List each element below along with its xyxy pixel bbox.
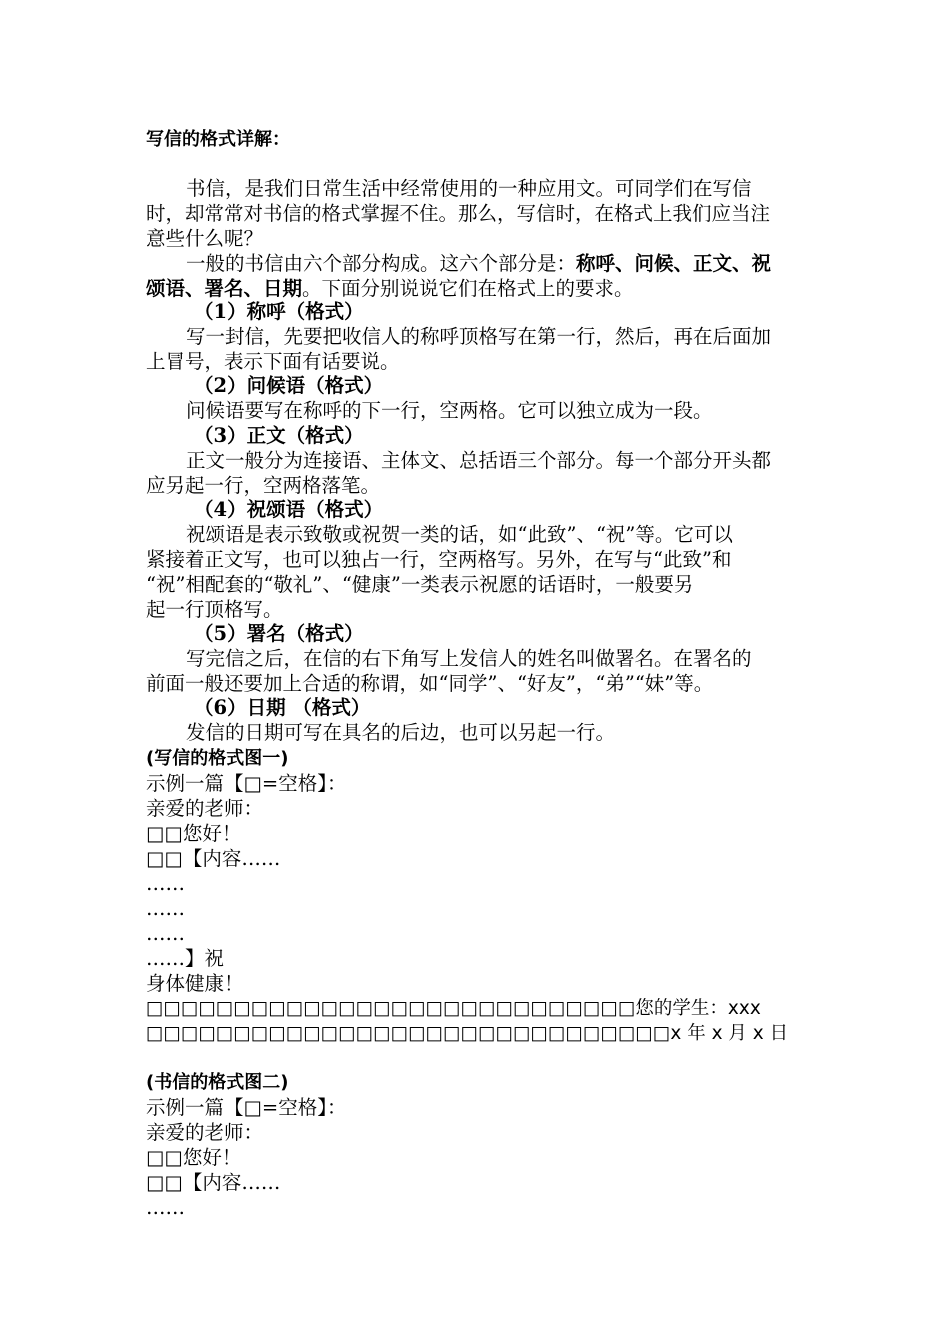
parts-bold-2: 颂语、署名、日期 xyxy=(146,277,303,300)
fig1-signature-line: □□□□□□□□□□□□□□□□□□□□□□□□□□□□您的学生：xxx xyxy=(146,998,761,1019)
section-4-line-3: “祝”相配套的“敬礼”、“健康”一类表示祝愿的话语时，一般要另 xyxy=(146,573,694,596)
fig1-line: 身体健康！ xyxy=(146,972,244,995)
section-4-line-4: 起一行顶格写。 xyxy=(146,598,283,621)
section-4-line-1: 祝颂语是表示致敬或祝贺一类的话，如“此致”、“祝”等。它可以 xyxy=(186,523,733,546)
parts-line-1 xyxy=(186,251,771,277)
fig2-line: 亲爱的老师： xyxy=(146,1121,264,1144)
intro-line-1: 书信，是我们日常生活中经常使用的一种应用文。可同学们在写信 xyxy=(186,177,752,200)
section-3-line-2: 应另起一行，空两格落笔。 xyxy=(146,474,381,497)
parts-bold-1: 称呼、问候、正文、祝 xyxy=(576,252,772,275)
fig1-line: ……】祝 xyxy=(146,947,225,970)
fig1-line: …… xyxy=(146,872,185,895)
fig1-title: (写信的格式图一) xyxy=(146,748,289,769)
fig2-line: …… xyxy=(146,1196,185,1219)
fig1-line: □□【内容…… xyxy=(146,847,281,870)
section-heading-2: （2）问候语（格式） xyxy=(194,374,384,397)
fig2-line: □□【内容…… xyxy=(146,1171,281,1194)
section-heading-5: （5）署名（格式） xyxy=(194,622,364,645)
fig1-line: …… xyxy=(146,897,185,920)
fig1-line: □□您好！ xyxy=(146,822,242,845)
section-heading-1: （1）称呼（格式） xyxy=(194,300,364,323)
section-heading-3: （3）正文（格式） xyxy=(194,424,364,447)
section-3-line-1: 正文一般分为连接语、主体文、总括语三个部分。每一个部分开头都 xyxy=(186,449,772,472)
fig2-line: □□您好！ xyxy=(146,1146,242,1169)
intro-line-2: 时，却常常对书信的格式掌握不住。那么，写信时，在格式上我们应当注 xyxy=(146,202,771,225)
section-5-line-2: 前面一般还要加上合适的称谓，如“同学”、“好友”，“弟”“妹”等。 xyxy=(146,672,714,695)
fig2-line: 示例一篇【□=空格】： xyxy=(146,1096,347,1119)
fig2-title: (书信的格式图二) xyxy=(146,1072,289,1093)
section-heading-4: （4）祝颂语（格式） xyxy=(194,498,384,521)
parts-pre: 一般的书信由六个部分构成。这六个部分是： xyxy=(186,252,577,275)
parts-post: 。下面分别说说它们在格式上的要求。 xyxy=(302,277,634,300)
section-1-line-2: 上冒号，表示下面有话要说。 xyxy=(146,350,400,373)
section-2-line-1: 问候语要写在称呼的下一行，空两格。它可以独立成为一段。 xyxy=(186,399,713,422)
fig1-line: 亲爱的老师： xyxy=(146,797,264,820)
intro-line-3: 意些什么呢？ xyxy=(146,227,264,250)
section-heading-6: （6）日期 （格式） xyxy=(194,696,371,719)
doc-title: 写信的格式详解： xyxy=(146,129,290,150)
fig1-line: 示例一篇【□=空格】： xyxy=(146,772,347,795)
section-1-line-1: 写一封信，先要把收信人的称呼顶格写在第一行，然后，再在后面加 xyxy=(186,325,772,348)
fig1-line: …… xyxy=(146,922,185,945)
fig1-date-line: □□□□□□□□□□□□□□□□□□□□□□□□□□□□□□x 年 x 月 x 日 xyxy=(146,1023,789,1044)
section-4-line-2: 紧接着正文写，也可以独占一行，空两格写。另外，在写与“此致”和 xyxy=(146,548,732,571)
section-6-line-1: 发信的日期可写在具名的后边，也可以另起一行。 xyxy=(186,721,616,744)
section-5-line-1: 写完信之后，在信的右下角写上发信人的姓名叫做署名。在署名的 xyxy=(186,647,752,670)
